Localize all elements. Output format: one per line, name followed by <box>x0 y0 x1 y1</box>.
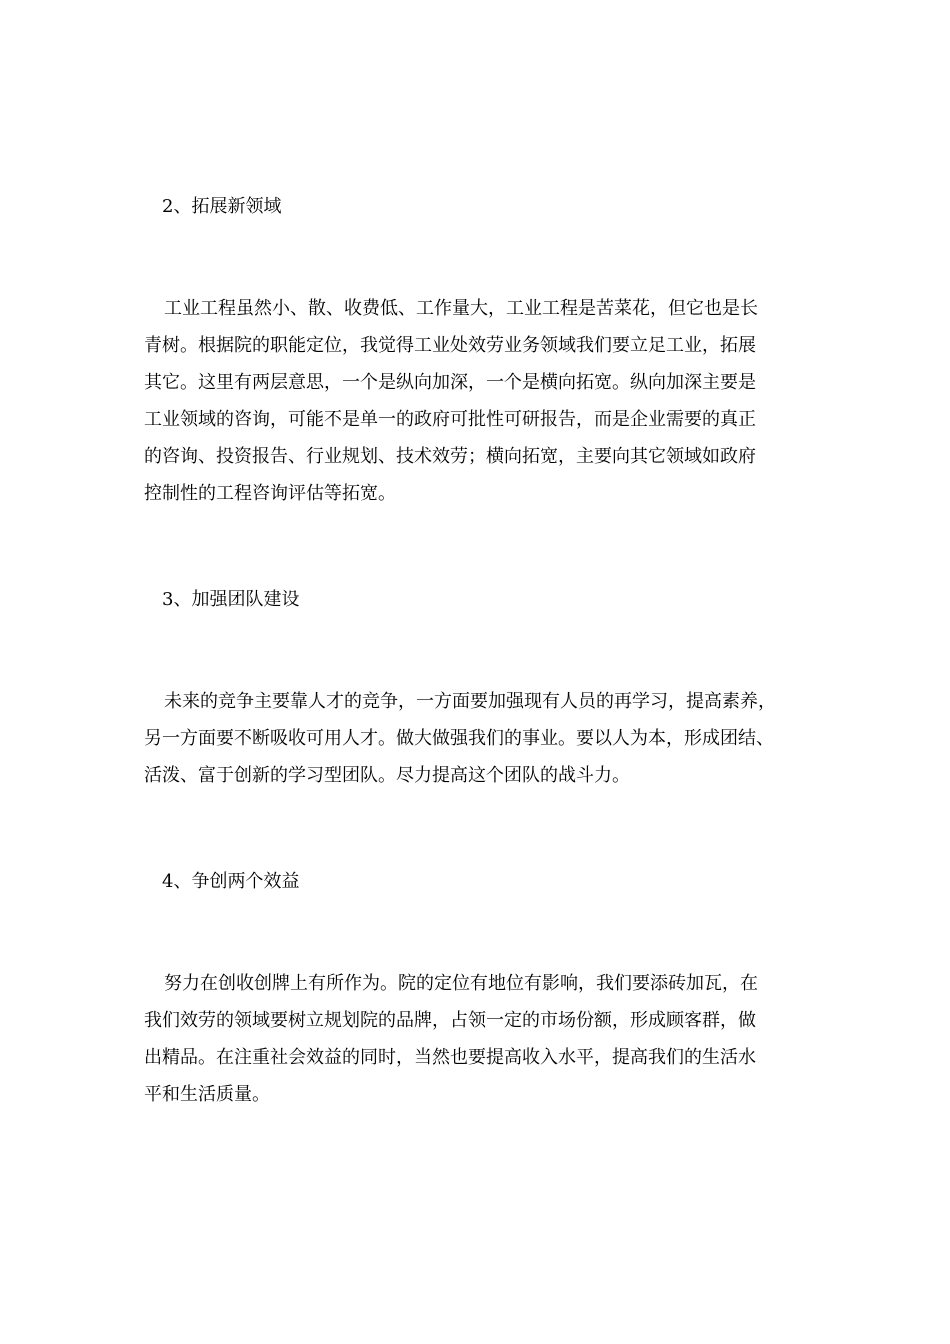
paragraph-line: 青树。根据院的职能定位，我觉得工业处效劳业务领域我们要立足工业，拓展 <box>144 335 756 356</box>
section-heading-4: 4、争创两个效益 <box>162 871 300 892</box>
section-paragraph-3 <box>144 683 812 794</box>
paragraph-line: 未来的竞争主要靠人才的竞争，一方面要加强现有人员的再学习，提高素养， <box>164 691 776 712</box>
section-paragraph-2 <box>144 290 812 512</box>
paragraph-line: 努力在创收创牌上有所作为。院的定位有地位有影响，我们要添砖加瓦，在 <box>164 973 758 994</box>
paragraph-line: 我们效劳的领域要树立规划院的品牌，占领一定的市场份额，形成顾客群，做 <box>144 1010 756 1031</box>
paragraph-line: 工业领域的咨询，可能不是单一的政府可批性可研报告，而是企业需要的真正 <box>144 409 756 430</box>
paragraph-line: 活泼、富于创新的学习型团队。尽力提高这个团队的战斗力。 <box>144 765 630 786</box>
paragraph-line: 工业工程虽然小、散、收费低、工作量大，工业工程是苦菜花，但它也是长 <box>164 298 758 319</box>
section-heading-2: 2、拓展新领域 <box>162 196 282 217</box>
section-paragraph-4 <box>144 965 812 1113</box>
paragraph-line: 另一方面要不断吸收可用人才。做大做强我们的事业。要以人为本，形成团结、 <box>144 728 774 749</box>
paragraph-line: 控制性的工程咨询评估等拓宽。 <box>144 483 396 504</box>
paragraph-line: 的咨询、投资报告、行业规划、技术效劳；横向拓宽，主要向其它领域如政府 <box>144 446 756 467</box>
section-heading-3: 3、加强团队建设 <box>162 589 300 610</box>
paragraph-line: 其它。这里有两层意思，一个是纵向加深，一个是横向拓宽。纵向加深主要是 <box>144 372 756 393</box>
paragraph-line: 出精品。在注重社会效益的同时，当然也要提高收入水平，提高我们的生活水 <box>144 1047 756 1068</box>
paragraph-line: 平和生活质量。 <box>144 1084 270 1105</box>
